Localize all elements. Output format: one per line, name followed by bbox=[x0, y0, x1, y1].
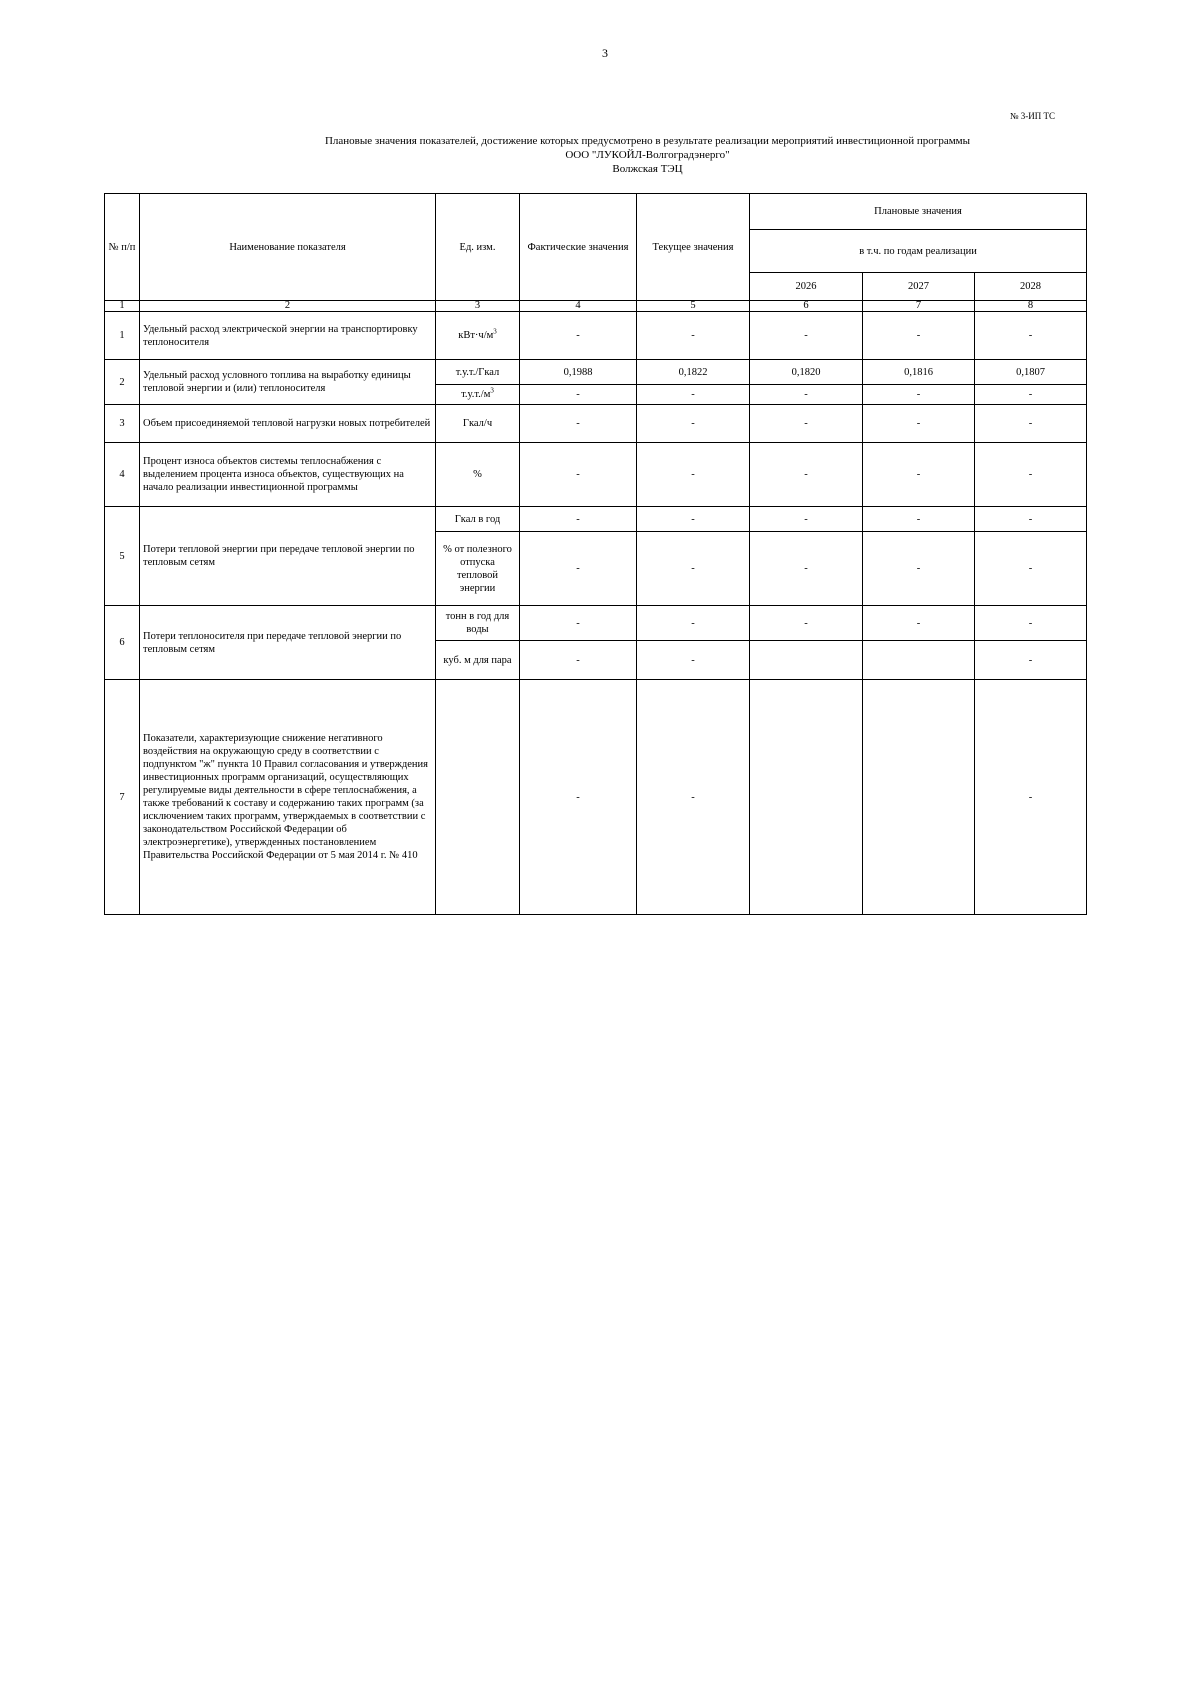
col-number: 2 bbox=[140, 301, 436, 312]
row-value: - bbox=[863, 532, 975, 606]
row-value: 0,1822 bbox=[637, 360, 750, 385]
row-value: - bbox=[975, 312, 1087, 360]
form-code: № 3-ИП ТС bbox=[1009, 111, 1055, 121]
row-value: - bbox=[750, 606, 863, 641]
row-value: - bbox=[637, 606, 750, 641]
row-value: - bbox=[520, 385, 637, 405]
row-value: - bbox=[863, 606, 975, 641]
row-num: 6 bbox=[105, 606, 140, 680]
header-unit: Ед. изм. bbox=[436, 194, 520, 301]
row-value: - bbox=[975, 532, 1087, 606]
indicators-table bbox=[104, 193, 1087, 915]
row-num: 1 bbox=[105, 312, 140, 360]
title-line-3: Волжская ТЭЦ bbox=[612, 163, 683, 175]
title-line-2: ООО "ЛУКОЙЛ-Волгоградэнерго" bbox=[565, 149, 730, 161]
table-row bbox=[105, 680, 1087, 915]
row-value: 0,1816 bbox=[863, 360, 975, 385]
header-year-2027: 2027 bbox=[863, 273, 975, 301]
row-value: - bbox=[637, 641, 750, 680]
header-current: Текущее значения bbox=[637, 194, 750, 301]
row-unit: т.у.т./Гкал bbox=[436, 360, 520, 385]
row-value: - bbox=[863, 385, 975, 405]
title-line-1: Плановые значения показателей, достижение которых предусмотрено в результате реализации мероприятий инвестиционной программы bbox=[324, 135, 971, 147]
row-name: Объем присоединяемой тепловой нагрузки новых потребителей bbox=[140, 405, 436, 443]
row-name: Потери теплоносителя при передаче тепловой энергии по тепловым сетям bbox=[140, 606, 436, 680]
col-number: 4 bbox=[520, 301, 637, 312]
row-num: 7 bbox=[105, 680, 140, 915]
row-value: - bbox=[863, 507, 975, 532]
row-value: - bbox=[637, 507, 750, 532]
row-value: - bbox=[975, 443, 1087, 507]
col-number: 1 bbox=[105, 301, 140, 312]
col-number: 3 bbox=[436, 301, 520, 312]
header-row-1 bbox=[105, 194, 1087, 230]
row-value: - bbox=[637, 312, 750, 360]
row-num: 4 bbox=[105, 443, 140, 507]
header-year-2026: 2026 bbox=[750, 273, 863, 301]
row-value: - bbox=[637, 385, 750, 405]
row-value: - bbox=[975, 680, 1087, 915]
row-value: - bbox=[975, 507, 1087, 532]
row-value: - bbox=[750, 507, 863, 532]
row-value: - bbox=[750, 312, 863, 360]
row-value: 0,1820 bbox=[750, 360, 863, 385]
row-value: - bbox=[637, 443, 750, 507]
row-value bbox=[863, 680, 975, 915]
row-unit: куб. м для пара bbox=[436, 641, 520, 680]
row-value: - bbox=[520, 507, 637, 532]
page-number: 3 bbox=[602, 46, 608, 60]
row-value: - bbox=[975, 606, 1087, 641]
col-number: 7 bbox=[863, 301, 975, 312]
row-value: - bbox=[863, 443, 975, 507]
header-num: № п/п bbox=[105, 194, 140, 301]
row-value: - bbox=[863, 405, 975, 443]
table-row bbox=[105, 405, 1087, 443]
row-value: - bbox=[637, 680, 750, 915]
row-value: - bbox=[975, 641, 1087, 680]
row-unit bbox=[436, 680, 520, 915]
row-value: - bbox=[750, 405, 863, 443]
table-row bbox=[105, 360, 1087, 385]
table-row bbox=[105, 312, 1087, 360]
row-value: - bbox=[637, 405, 750, 443]
col-number: 6 bbox=[750, 301, 863, 312]
row-unit: % bbox=[436, 443, 520, 507]
row-num: 2 bbox=[105, 360, 140, 405]
row-unit: $кВт\cdot ч/м^3$ bbox=[436, 312, 520, 360]
row-value: - bbox=[750, 532, 863, 606]
row-name: Удельный расход электрической энергии на транспортировку теплоносителя bbox=[140, 312, 436, 360]
row-value bbox=[750, 680, 863, 915]
row-value: - bbox=[750, 385, 863, 405]
row-name: Потери тепловой энергии при передаче тепловой энергии по тепловым сетям bbox=[140, 507, 436, 606]
row-unit: % от полезного отпуска тепловой энергии bbox=[436, 532, 520, 606]
row-value: - bbox=[975, 385, 1087, 405]
table-row bbox=[105, 443, 1087, 507]
table-row bbox=[105, 507, 1087, 532]
row-name: Удельный расход условного топлива на выработку единицы тепловой энергии и (или) теплоносителя bbox=[140, 360, 436, 405]
header-planned: Плановые значения bbox=[750, 194, 1087, 230]
row-value: - bbox=[520, 606, 637, 641]
row-value: - bbox=[520, 405, 637, 443]
header-name: Наименование показателя bbox=[140, 194, 436, 301]
row-name: Показатели, характеризующие снижение негативного воздействия на окружающую среду в соответствии с подпунктом "ж" пункта 10 Правил согласования и утверждения инвестиционных программ организаций, осуществляющих регулируемые виды деятельности в сфере теплоснабжения, а также требований к составу и содержанию таких программ (за исключением таких программ, утверждаемых в соответствии с законодательством Российской Федерации об электроэнергетике), утвержденных постановлением Правительства Российской Федерации от 5 мая 2014 г. № 410 bbox=[140, 680, 436, 915]
row-name: Процент износа объектов системы теплоснабжения с выделением процента износа объектов, существующих на начало реализации инвестиционной программы bbox=[140, 443, 436, 507]
row-value: - bbox=[520, 532, 637, 606]
row-value: - bbox=[975, 405, 1087, 443]
row-value: - bbox=[520, 641, 637, 680]
col-number: 8 bbox=[975, 301, 1087, 312]
row-value bbox=[750, 641, 863, 680]
row-unit: $т.у.т./м^3$ bbox=[436, 385, 520, 405]
header-year-2028: 2028 bbox=[975, 273, 1087, 301]
row-num: 5 bbox=[105, 507, 140, 606]
row-value: 0,1807 bbox=[975, 360, 1087, 385]
table-row bbox=[105, 606, 1087, 641]
row-value: - bbox=[863, 312, 975, 360]
row-value: - bbox=[750, 443, 863, 507]
row-value: - bbox=[520, 680, 637, 915]
row-value bbox=[863, 641, 975, 680]
col-number: 5 bbox=[637, 301, 750, 312]
header-actual: Фактические значения bbox=[520, 194, 637, 301]
column-numbers-row bbox=[105, 301, 1087, 312]
row-value: - bbox=[520, 443, 637, 507]
row-value: - bbox=[637, 532, 750, 606]
document-title bbox=[105, 134, 1190, 176]
row-value: - bbox=[520, 312, 637, 360]
row-unit: тонн в год для воды bbox=[436, 606, 520, 641]
row-unit: Гкал в год bbox=[436, 507, 520, 532]
row-value: 0,1988 bbox=[520, 360, 637, 385]
row-num: 3 bbox=[105, 405, 140, 443]
row-unit: Гкал/ч bbox=[436, 405, 520, 443]
header-by-years: в т.ч. по годам реализации bbox=[750, 230, 1087, 273]
